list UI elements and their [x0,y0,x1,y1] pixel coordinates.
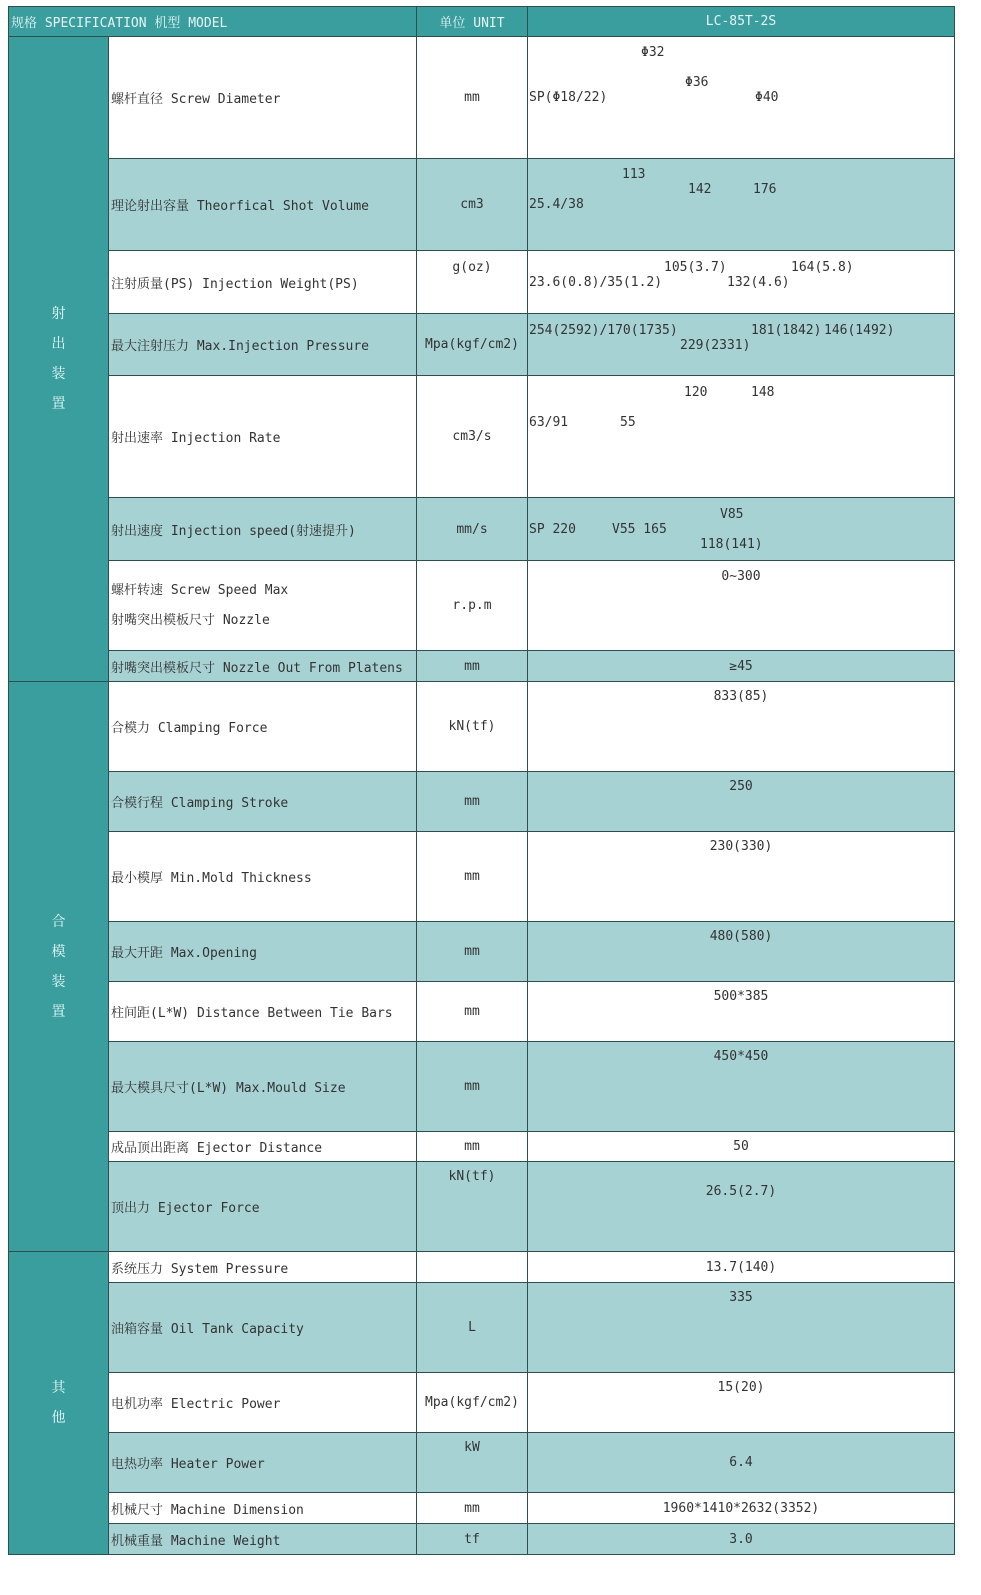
row-electric-power-value [527,1372,955,1433]
row-ejector-force-label [108,1161,417,1252]
machine-dimension-label: 机械尺寸 Machine Dimension [111,1502,304,1518]
injection-rate-unit: cm3/s [452,429,492,444]
injection-weight-value: 105(3.7) [664,260,727,275]
row-ejector-force-value [527,1161,955,1252]
header-unit [416,6,528,37]
heater-power-value: 6.4 [729,1455,753,1470]
min-mold-label: 最小模厚 Min.Mold Thickness [111,871,312,886]
injection-weight-value: 23.6(0.8)/35(1.2) [529,275,663,290]
row-injection-pressure-value [527,313,955,376]
row-screw-diameter-unit [416,36,528,159]
oil-tank-label: 油箱容量 Oil Tank Capacity [111,1322,304,1337]
nozzle-out-unit: mm [464,658,480,674]
injection-weight-label: 注射质量(PS) Injection Weight(PS) [111,276,359,292]
row-screw-diameter-label [108,36,417,159]
row-heater-power-unit [416,1432,528,1493]
row-injection-speed-unit [416,497,528,561]
heater-power-unit: kW [464,1440,480,1455]
section-clamping-char: 合 [51,913,66,930]
row-injection-speed-label [108,497,417,561]
row-oil-tank-label [108,1282,417,1373]
row-tie-bars-unit [416,981,528,1042]
injection-rate-label: 射出速率 Injection Rate [111,431,281,446]
machine-weight-label: 机械重量 Machine Weight [111,1533,281,1549]
injection-rate-value: 63/91 [529,415,569,430]
section-injection-char: 出 [51,336,66,352]
row-min-mold-value [527,831,955,922]
section-injection-char: 置 [51,396,66,412]
system-pressure-label: 系统压力 System Pressure [111,1261,289,1277]
ejector-force-unit: kN(tf) [448,1169,496,1184]
max-opening-value: 480(580) [709,929,773,944]
row-min-mold-label [108,831,417,922]
row-machine-weight-value [527,1523,955,1555]
row-min-mold-unit [416,831,528,922]
injection-pressure-label: 最大注射压力 Max.Injection Pressure [111,339,370,354]
ejector-distance-value: 50 [733,1139,749,1154]
clamping-force-label: 合模力 Clamping Force [111,721,268,736]
clamping-force-value: 833(85) [713,689,769,704]
row-clamping-force-label [108,681,417,772]
screw-speed-unit: r.p.m [452,598,492,613]
row-clamping-stroke-label [108,771,417,832]
row-max-opening-unit [416,921,528,982]
row-ejector-distance-value [527,1131,955,1162]
row-heater-power-label [108,1432,417,1493]
screw-diameter-value: SP(Φ18/22) [529,90,608,105]
injection-weight-value: 132(4.6) [727,275,790,290]
row-tie-bars-label [108,981,417,1042]
section-others-char: 其 [51,1380,66,1396]
row-screw-diameter-value [527,36,955,159]
row-ejector-force-unit [416,1161,528,1252]
row-mould-size-label [108,1041,417,1132]
ejector-force-value: 26.5(2.7) [705,1184,777,1199]
injection-rate-value: 55 [620,415,636,430]
row-injection-rate-label [108,375,417,498]
section-clamping-char: 模 [51,943,66,960]
injection-speed-value: SP 220 [529,522,576,537]
row-screw-speed-value [527,560,955,651]
row-machine-dimension-label [108,1492,417,1524]
row-machine-dimension-unit [416,1492,528,1524]
row-max-opening-value [527,921,955,982]
shot-volume-value: 142 [688,182,712,197]
electric-power-label: 电机功率 Electric Power [111,1397,281,1412]
row-nozzle-out-label [108,650,417,682]
row-shot-volume-label [108,158,417,251]
section-injection-char: 装 [51,366,66,382]
shot-volume-value: 25.4/38 [529,197,584,212]
screw-speed-value: 0~300 [721,569,761,584]
screw-diameter-value: Φ36 [685,75,709,90]
screw-diameter-value: Φ40 [755,90,779,105]
section-clamping-char: 装 [51,973,66,990]
row-clamping-force-unit [416,681,528,772]
row-injection-speed-value [527,497,955,561]
section-clamping [8,681,109,1252]
oil-tank-unit: L [468,1320,476,1335]
row-machine-dimension-value [527,1492,955,1524]
header-spec-model [8,6,417,37]
screw-diameter-value: Φ32 [641,45,665,60]
screw-diameter-unit: mm [464,90,480,105]
oil-tank-value: 335 [729,1290,753,1305]
row-shot-volume-unit [416,158,528,251]
max-opening-label: 最大开距 Max.Opening [111,946,257,961]
row-injection-weight-label [108,250,417,314]
screw-speed-label: 螺杆转速 Screw Speed Max [111,582,289,598]
header-spec-model-text: 规格 SPECIFICATION 机型 MODEL [11,16,228,31]
nozzle-out-label: 射嘴突出模板尺寸 Nozzle Out From Platens [111,660,403,676]
shot-volume-label: 理论射出容量 Theorfical Shot Volume [111,199,370,214]
injection-rate-value: 120 [684,385,708,400]
screw-diameter-label: 螺杆直径 Screw Diameter [111,92,281,107]
machine-dimension-unit: mm [464,1500,480,1516]
electric-power-unit: Mpa(kgf/cm2) [425,1395,519,1410]
min-mold-value: 230(330) [709,839,773,854]
row-system-pressure-label [108,1251,417,1283]
injection-weight-unit: g(oz) [452,260,492,275]
row-ejector-distance-label [108,1131,417,1162]
injection-pressure-unit: Mpa(kgf/cm2) [425,337,519,352]
clamping-stroke-value: 250 [729,779,753,794]
tie-bars-label: 柱间距(L*W) Distance Between Tie Bars [111,1006,393,1021]
row-clamping-stroke-value [527,771,955,832]
clamping-stroke-label: 合模行程 Clamping Stroke [111,796,289,811]
max-opening-unit: mm [464,944,480,959]
nozzle-out-value: ≥45 [729,658,753,674]
tie-bars-unit: mm [464,1004,480,1019]
clamping-force-unit: kN(tf) [448,719,496,734]
row-system-pressure-value [527,1251,955,1283]
row-mould-size-value [527,1041,955,1132]
shot-volume-unit: cm3 [460,197,484,212]
section-injection [8,36,109,682]
row-max-opening-label [108,921,417,982]
row-heater-power-value [527,1432,955,1493]
row-clamping-force-value [527,681,955,772]
row-oil-tank-unit [416,1282,528,1373]
row-injection-weight-unit [416,250,528,314]
injection-speed-label: 射出速度 Injection speed(射速提升) [111,523,356,539]
mould-size-value: 450*450 [713,1049,769,1064]
machine-dimension-value: 1960*1410*2632(3352) [662,1500,820,1516]
row-nozzle-out-unit [416,650,528,682]
ejector-distance-unit: mm [464,1139,480,1154]
injection-pressure-value: 229(2331) [680,338,751,353]
row-injection-weight-value [527,250,955,314]
mould-size-label: 最大模具尺寸(L*W) Max.Mould Size [111,1081,346,1096]
nozzle-label: 射嘴突出模板尺寸 Nozzle [111,612,270,628]
header-model [527,6,955,37]
ejector-force-label: 顶出力 Ejector Force [111,1201,260,1216]
row-shot-volume-value [527,158,955,251]
section-clamping-char: 置 [51,1003,66,1020]
injection-rate-value: 148 [751,385,775,400]
header-unit-text: 单位 UNIT [439,16,505,31]
shot-volume-value: 113 [622,167,646,182]
row-screw-speed-label [108,560,417,651]
heater-power-label: 电热功率 Heater Power [111,1457,265,1472]
injection-pressure-value: 254(2592)/170(1735) [529,323,678,338]
row-system-pressure-unit [416,1251,528,1283]
header-model-text: LC-85T-2S [705,14,777,29]
row-screw-speed-unit [416,560,528,651]
row-oil-tank-value [527,1282,955,1373]
row-injection-rate-value [527,375,955,498]
row-clamping-stroke-unit [416,771,528,832]
system-pressure-value: 13.7(140) [705,1259,777,1275]
injection-pressure-value: 181(1842) [751,323,822,338]
row-nozzle-out-value [527,650,955,682]
machine-weight-value: 3.0 [729,1531,753,1547]
clamping-stroke-unit: mm [464,794,480,809]
row-tie-bars-value [527,981,955,1042]
injection-speed-value: V55 165 [612,522,667,537]
row-injection-rate-unit [416,375,528,498]
mould-size-unit: mm [464,1079,480,1094]
electric-power-value: 15(20) [717,1380,765,1395]
section-others [8,1251,109,1555]
section-injection-char: 射 [51,306,66,322]
injection-pressure-value: 146(1492) [824,323,895,338]
row-ejector-distance-unit [416,1131,528,1162]
row-injection-pressure-unit [416,313,528,376]
min-mold-unit: mm [464,869,480,884]
row-injection-pressure-label [108,313,417,376]
shot-volume-value: 176 [753,182,777,197]
injection-speed-value: V85 [720,507,744,522]
section-others-char: 他 [51,1410,66,1426]
row-machine-weight-unit [416,1523,528,1555]
tie-bars-value: 500*385 [713,989,769,1004]
row-mould-size-unit [416,1041,528,1132]
machine-weight-unit: tf [464,1531,480,1547]
row-electric-power-unit [416,1372,528,1433]
injection-speed-value: 118(141) [700,537,763,552]
row-machine-weight-label [108,1523,417,1555]
row-electric-power-label [108,1372,417,1433]
injection-weight-value: 164(5.8) [791,260,854,275]
ejector-distance-label: 成品顶出距离 Ejector Distance [111,1141,323,1156]
injection-speed-unit: mm/s [456,521,488,537]
